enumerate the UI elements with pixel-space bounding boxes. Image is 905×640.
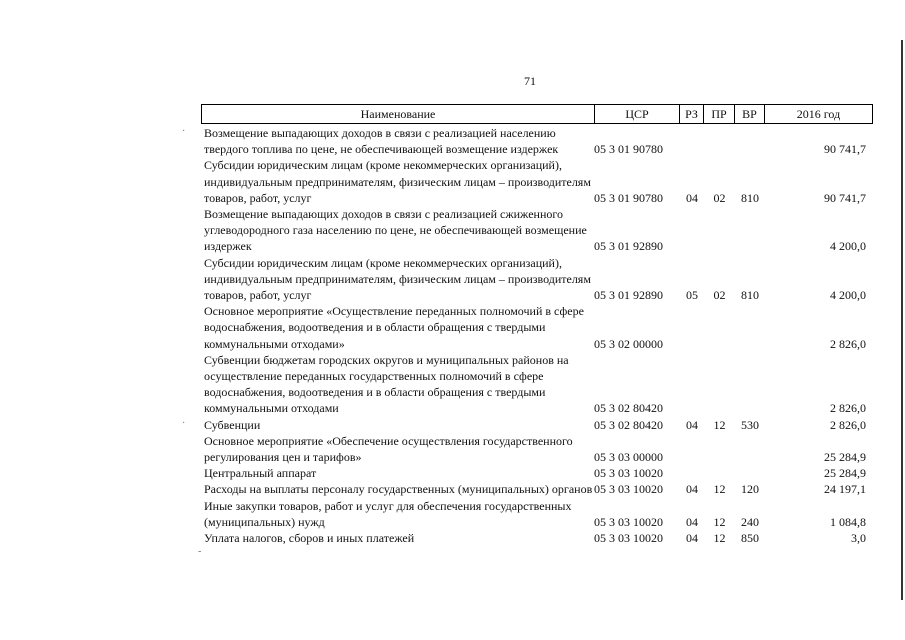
header-pr: ПР — [704, 105, 735, 123]
table-row — [201, 125, 873, 157]
row-sum: 2 826,0 — [830, 417, 866, 432]
row-vr: 810 — [741, 190, 759, 205]
table-row — [201, 255, 873, 304]
row-csr: 05 3 01 90780 — [594, 142, 663, 157]
row-name: Субвенции бюджетам городских округов и муниципальных районов на осуществление переданных государственных полномочий в сфере водоснабжения, водоотведения и в области обращения с твердыми коммунальными отходами — [204, 352, 569, 416]
table-row — [201, 481, 873, 497]
row-csr: 05 3 03 10020 — [594, 466, 663, 481]
table-row — [201, 352, 873, 417]
row-rz: 04 — [686, 190, 698, 205]
row-csr: 05 3 03 10020 — [594, 482, 663, 497]
row-csr: 05 3 01 92890 — [594, 239, 663, 254]
row-sum: 3,0 — [851, 531, 866, 546]
row-pr: 12 — [713, 514, 726, 529]
row-name: Центральный аппарат — [204, 466, 317, 481]
row-pr: 12 — [713, 417, 726, 432]
row-name: Субсидии юридическим лицам (кроме некоммерческих организаций), индивидуальным предпринимателям, физическим лицам – производителям товаров, работ, услуг — [204, 158, 591, 205]
table-row — [201, 157, 873, 206]
row-name: Иные закупки товаров, работ и услуг для обеспечения государственных (муниципальных) нужд — [204, 498, 572, 529]
row-pr: 12 — [713, 482, 726, 497]
page-number: 71 — [524, 74, 536, 88]
table-row — [201, 498, 873, 530]
row-rz: 04 — [686, 514, 698, 529]
row-sum: 2 826,0 — [830, 336, 866, 351]
row-vr: 850 — [741, 531, 759, 546]
row-rz: 04 — [686, 531, 698, 546]
row-pr: 02 — [713, 288, 726, 303]
row-pr: 02 — [713, 190, 726, 205]
row-vr: 810 — [741, 288, 759, 303]
table-row — [201, 303, 873, 352]
page-edge-divider — [901, 40, 903, 600]
row-rz: 04 — [686, 482, 698, 497]
margin-tick: · — [182, 418, 186, 429]
row-sum: 4 200,0 — [830, 239, 866, 254]
margin-tick: - — [198, 546, 202, 557]
table-header — [201, 104, 873, 124]
header-name: Наименование — [202, 105, 595, 123]
table-row — [201, 206, 873, 255]
row-rz: 05 — [686, 288, 698, 303]
row-csr: 05 3 02 00000 — [594, 336, 663, 351]
row-rz: 04 — [686, 417, 698, 432]
row-name: Основное мероприятие «Осуществление переданных полномочий в сфере водоснабжения, водоотведения и в области обращения с твердыми коммунальными отходами» — [204, 304, 584, 351]
table-row — [201, 433, 873, 465]
row-sum: 25 284,9 — [824, 466, 866, 481]
row-name: Возмещение выпадающих доходов в связи с реализацией сжиженного углеводородного газа населению по цене, не обеспечивающей возмещение издержек — [204, 207, 587, 254]
row-csr: 05 3 02 80420 — [594, 417, 663, 432]
row-sum: 24 197,1 — [824, 482, 866, 497]
table-row — [201, 417, 873, 433]
row-name: Уплата налогов, сборов и иных платежей — [204, 531, 415, 546]
row-csr: 05 3 01 90780 — [594, 190, 663, 205]
row-sum: 25 284,9 — [824, 450, 866, 465]
row-sum: 1 084,8 — [830, 514, 866, 529]
row-vr: 240 — [741, 514, 759, 529]
row-sum: 4 200,0 — [830, 288, 866, 303]
row-pr: 12 — [713, 531, 726, 546]
table-body — [201, 125, 873, 546]
row-csr: 05 3 01 92890 — [594, 288, 663, 303]
row-vr: 530 — [741, 417, 759, 432]
row-csr: 05 3 02 80420 — [594, 401, 663, 416]
row-sum: 90 741,7 — [824, 190, 866, 205]
row-name: Субсидии юридическим лицам (кроме некоммерческих организаций), индивидуальным предпринимателям, физическим лицам – производителям товаров, работ, услуг — [204, 255, 591, 303]
row-sum: 2 826,0 — [830, 401, 866, 416]
row-name: Возмещение выпадающих доходов в связи с реализацией населению твердого топлива по цене, не обеспечивающей возмещение издержек — [204, 126, 559, 157]
row-name: Расходы на выплаты персоналу государственных (муниципальных) органов — [204, 482, 593, 497]
table-row — [201, 465, 873, 481]
row-csr: 05 3 03 00000 — [594, 450, 663, 465]
header-vr: ВР — [735, 105, 765, 123]
row-csr: 05 3 03 10020 — [594, 531, 663, 546]
row-vr: 120 — [741, 482, 759, 497]
row-csr: 05 3 03 10020 — [594, 514, 663, 529]
row-name: Основное мероприятие «Обеспечение осуществления государственного регулирования цен и тарифов» — [204, 433, 573, 465]
row-name: Субвенции — [204, 417, 261, 432]
row-sum: 90 741,7 — [824, 142, 866, 157]
margin-tick: · — [182, 126, 186, 137]
table-row — [201, 530, 873, 546]
header-rz: РЗ — [680, 105, 704, 123]
header-year: 2016 год — [796, 106, 841, 121]
header-csr: ЦСР — [595, 105, 680, 123]
